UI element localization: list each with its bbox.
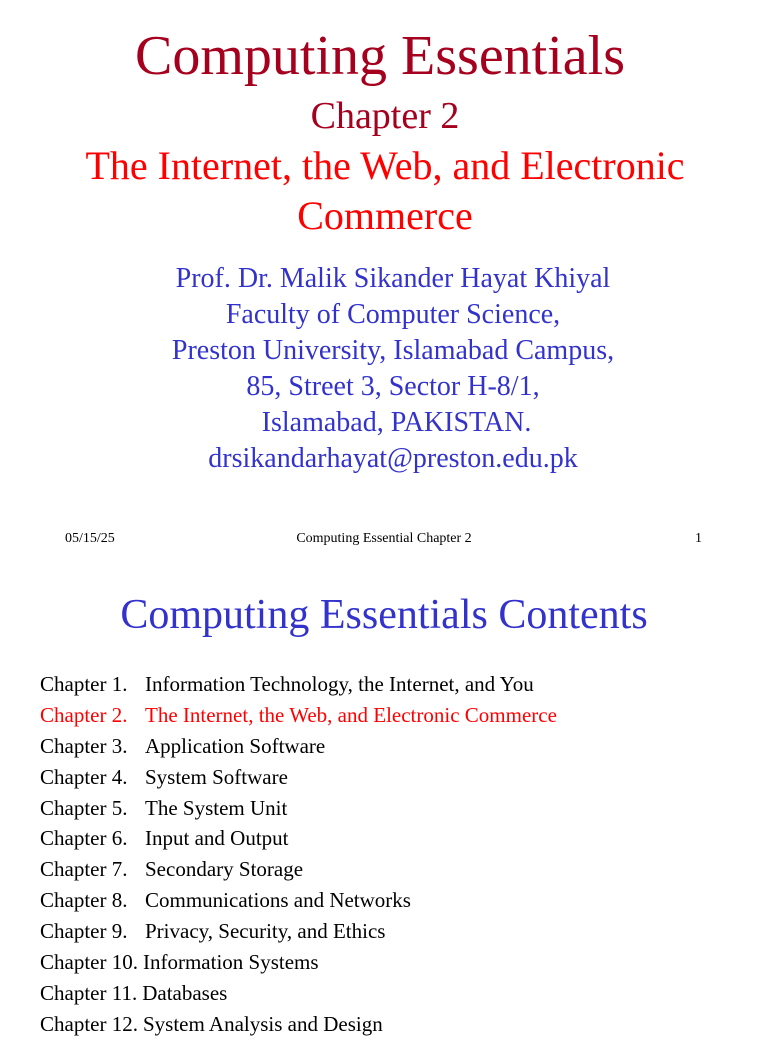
chapter-number: Chapter 5. <box>40 795 128 820</box>
chapter-item <box>40 823 740 854</box>
chapter-number: Chapter 11. <box>40 980 138 1005</box>
chapter-number: Chapter 12. <box>40 1011 138 1036</box>
presentation-title: Computing Essentials <box>135 25 625 87</box>
chapter-title: Secondary Storage <box>145 857 304 882</box>
chapter-title: Information Systems <box>142 950 319 975</box>
author-name: Prof. Dr. Malik Sikander Hayat Khiyal <box>175 263 611 294</box>
chapter-number: Chapter 1. <box>40 672 128 696</box>
chapter-title: System Software <box>145 764 288 789</box>
chapter-item <box>40 1009 740 1040</box>
chapter-item <box>40 885 740 916</box>
chapter-title: Communications and Networks <box>145 888 411 913</box>
author-info <box>0 261 768 477</box>
contents-title: Computing Essentials Contents <box>120 592 648 638</box>
chapter-item <box>40 700 740 731</box>
chapter-number: Chapter 10. <box>40 950 138 975</box>
chapter-list <box>40 669 740 1040</box>
author-email: drsikandarhayat@preston.edu.pk <box>208 443 578 474</box>
chapter-title: The System Unit <box>145 795 288 820</box>
footer-page-number: 1 <box>695 531 702 546</box>
author-street: 85, Street 3, Sector H-8/1, <box>246 371 540 402</box>
chapter-number: Chapter 9. <box>40 919 128 944</box>
contents-slide <box>0 560 768 1036</box>
chapter-title: Input and Output <box>145 826 289 851</box>
footer-date: 05/15/25 <box>65 531 115 546</box>
author-faculty: Faculty of Computer Science, <box>225 299 561 330</box>
chapter-number: Chapter 4. <box>40 764 128 789</box>
chapter-title: Information Technology, the Internet, and You <box>145 672 534 696</box>
chapter-title: System Analysis and Design <box>142 1011 383 1036</box>
chapter-subtitle: The Internet, the Web, and Electronic Commerce <box>85 143 685 238</box>
chapter-number: Chapter 7. <box>40 857 128 882</box>
chapter-number: Chapter 3. <box>40 733 128 758</box>
chapter-number: Chapter 8. <box>40 888 128 913</box>
chapter-item <box>40 762 740 793</box>
chapter-title: Privacy, Security, and Ethics <box>145 919 386 944</box>
chapter-title: Databases <box>142 980 228 1005</box>
footer-title: Computing Essential Chapter 2 <box>296 531 472 546</box>
chapter-title: The Internet, the Web, and Electronic Commerce <box>145 702 557 727</box>
chapter-item <box>40 916 740 947</box>
chapter-item <box>40 669 740 700</box>
chapter-item <box>40 854 740 885</box>
chapter-heading: Chapter 2 <box>310 95 460 137</box>
chapter-item <box>40 947 740 978</box>
chapter-item <box>40 731 740 762</box>
chapter-title: Application Software <box>145 733 326 758</box>
author-university: Preston University, Islamabad Campus, <box>171 335 615 366</box>
chapter-item <box>40 793 740 824</box>
author-city: Islamabad, PAKISTAN. <box>254 407 532 438</box>
chapter-item <box>40 978 740 1009</box>
chapter-number: Chapter 2. <box>40 702 128 727</box>
chapter-number: Chapter 6. <box>40 826 128 851</box>
